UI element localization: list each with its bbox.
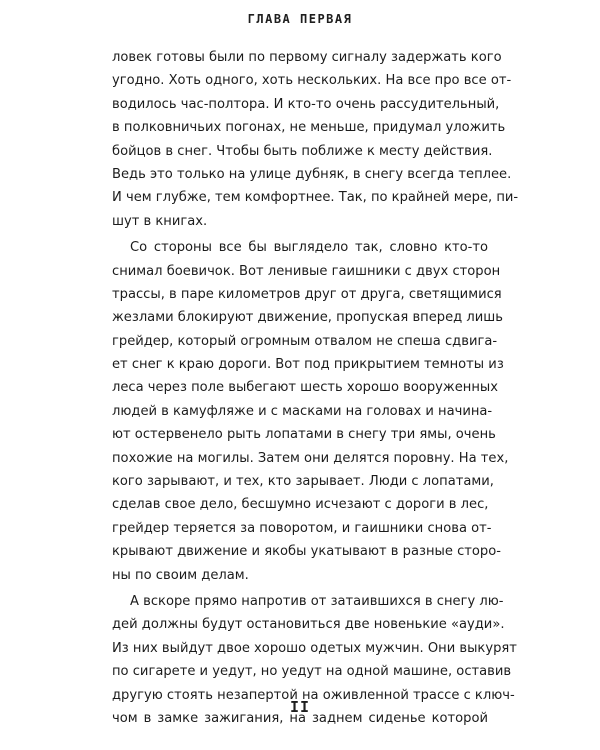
text-line: водилось час-полтора. И кто-то очень рассудительный, (112, 96, 500, 112)
text-line: Ведь это только на улице дубняк, в снегу всегда теплее. (112, 166, 512, 182)
text-line: бойцов в снег. Чтобы быть поближе к месту действия. (112, 143, 493, 159)
paragraph-2 (112, 236, 509, 587)
text-line: сделав свое дело, бесшумно исчезают с дороги в лес, (112, 497, 489, 513)
paragraph-1 (112, 46, 519, 233)
text-line: ет снег к краю дороги. Вот под прикрытием темноты из (112, 357, 504, 373)
body-text (112, 46, 519, 730)
text-line: леса через поле выбегают шесть хорошо вооруженных (112, 380, 498, 396)
text-line: в полковничьих погонах, не меньше, придумал уложить (112, 120, 506, 136)
text-line: ют остервенело рыть лопатами в снегу три ямы, очень (112, 427, 496, 443)
text-line: крывают движение и якобы укатывают в разные сторо- (112, 544, 501, 560)
text-line: шут в книгах. (112, 213, 208, 229)
running-header: ГЛАВА ПЕРВАЯ (247, 12, 353, 26)
text-line: угодно. Хоть одного, хоть нескольких. На все про все от- (112, 73, 512, 89)
text-line: грейдер теряется за поворотом, и гаишники снова от- (112, 520, 492, 536)
text-line: трассы, в паре километров друг от друга, светящимися (112, 286, 502, 302)
text-line: жезлами блокируют движение, пропуская вперед лишь (112, 310, 503, 326)
text-line: Из них выйдут двое хорошо одетых мужчин. Они выкурят (112, 640, 517, 656)
text-line: ны по своим делам. (112, 567, 249, 583)
page-number: II (289, 698, 311, 716)
text-line: чом в замке зажигания, на заднем сиденье которой (112, 710, 488, 726)
text-line: другую стоять незапертой на оживленной трассе с ключ- (112, 687, 515, 703)
text-line: ловек готовы были по первому сигналу задержать кого (112, 50, 502, 65)
text-line: дей должны будут остановиться две новенькие «ауди». (112, 617, 505, 633)
text-line: похожие на могилы. Затем они делятся поровну. На тех, (112, 450, 509, 466)
text-line: грейдер, который огромным отвалом не спеша сдвига- (112, 333, 498, 349)
text-line: людей в камуфляже и с масками на головах и начина- (112, 403, 493, 419)
text-line: А вскоре прямо напротив от затаившихся в снегу лю- (130, 593, 504, 609)
text-line: И чем глубже, тем комфортнее. Так, по крайней мере, пи- (112, 190, 519, 206)
text-line: Со стороны все бы выглядело так, словно кто-то (130, 240, 488, 256)
text-line: снимал боевичок. Вот ленивые гаишники с двух сторон (112, 263, 501, 279)
text-line: по сигарете и уедут, но уедут на одной машине, оставив (112, 664, 512, 680)
text-line: кого зарывают, и тех, кто зарывает. Люди с лопатами, (112, 474, 494, 490)
